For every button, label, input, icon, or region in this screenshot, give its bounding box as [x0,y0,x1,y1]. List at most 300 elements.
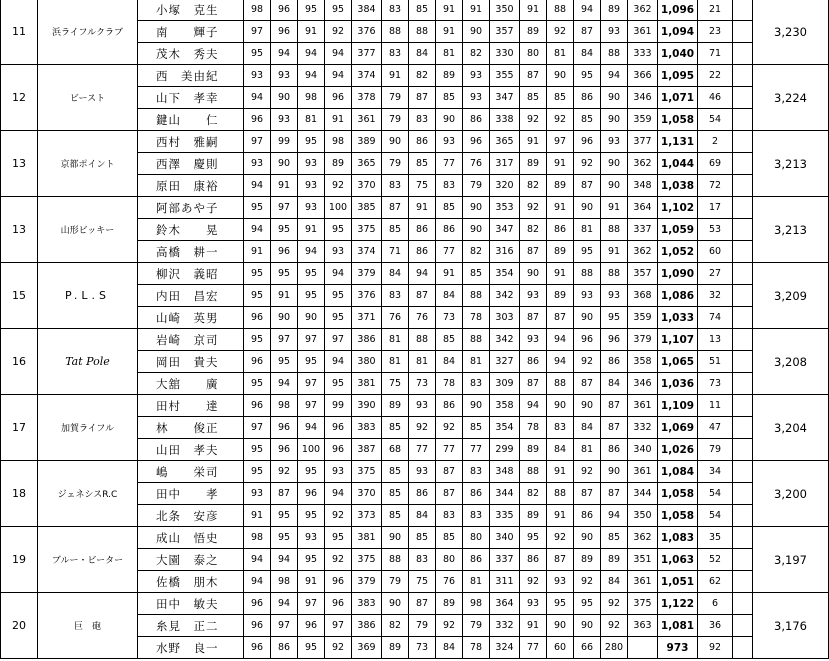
team-name: 京都ポイント [38,131,138,197]
score-cell: 92 [520,109,547,131]
team-total: 3,213 [753,131,829,197]
shooter-name: 南 輝子 [138,21,244,43]
score-cell: 95 [325,0,352,21]
score-cell: 91 [520,131,547,153]
score-cell: 90 [601,175,628,197]
shooter-name: 茂木 秀夫 [138,43,244,65]
score-cell: 89 [547,285,574,307]
score-cell: 88 [601,219,628,241]
score-cell: 96 [244,395,271,417]
score-cell: 92 [574,461,601,483]
score-cell: 380 [352,351,382,373]
score-cell: 88 [547,373,574,395]
score-cell: 379 [352,263,382,285]
score-cell: 94 [271,373,298,395]
score-cell: 91 [298,219,325,241]
spacer-cell [733,87,753,109]
score-cell: 335 [490,505,520,527]
score-cell: 95 [244,461,271,483]
score-cell: 78 [463,307,490,329]
score-cell: 92 [574,571,601,593]
individual-position: 74 [698,307,733,329]
score-cell: 384 [352,0,382,21]
score-cell: 359 [628,307,658,329]
score-cell: 88 [463,329,490,351]
score-cell: 340 [490,527,520,549]
shooter-name: 柳沢 義昭 [138,263,244,285]
individual-total: 973 [658,637,698,659]
score-cell: 85 [601,527,628,549]
score-cell: 348 [490,461,520,483]
score-cell: 92 [574,351,601,373]
score-cell: 317 [490,153,520,175]
score-cell: 95 [601,307,628,329]
score-cell: 94 [298,65,325,87]
results-body [1,0,829,659]
score-cell: 91 [382,65,409,87]
score-cell: 84 [574,43,601,65]
score-cell: 350 [490,0,520,21]
individual-position: 22 [698,65,733,87]
score-cell: 92 [520,571,547,593]
score-cell: 90 [574,615,601,637]
score-cell: 76 [382,307,409,329]
score-cell: 347 [490,219,520,241]
score-cell: 351 [628,549,658,571]
score-cell: 78 [436,373,463,395]
spacer-cell [733,153,753,175]
score-cell: 95 [271,527,298,549]
score-cell: 361 [628,21,658,43]
score-cell: 94 [244,175,271,197]
score-cell: 75 [409,175,436,197]
score-cell: 87 [271,483,298,505]
score-cell: 93 [298,153,325,175]
score-cell: 354 [490,417,520,439]
score-cell: 365 [352,153,382,175]
score-cell: 90 [574,197,601,219]
score-cell: 82 [520,483,547,505]
score-cell: 86 [574,505,601,527]
score-cell [628,637,658,659]
score-cell: 80 [520,43,547,65]
score-cell: 368 [628,285,658,307]
score-cell: 88 [382,21,409,43]
score-cell: 84 [409,505,436,527]
shooter-name: 小塚 克生 [138,0,244,21]
table-row [1,461,829,483]
team-name: ジェネシスR.C [38,461,138,527]
spacer-cell [733,21,753,43]
score-cell: 94 [325,483,352,505]
score-cell: 87 [601,417,628,439]
score-cell: 95 [244,329,271,351]
score-cell: 91 [601,197,628,219]
score-cell: 90 [463,395,490,417]
score-cell: 90 [463,197,490,219]
score-cell: 87 [574,21,601,43]
table-row [1,131,829,153]
score-cell: 346 [628,373,658,395]
shooter-name: 西 美由紀 [138,65,244,87]
score-cell: 97 [298,593,325,615]
score-cell: 86 [463,483,490,505]
score-cell: 98 [463,593,490,615]
score-cell: 93 [601,21,628,43]
score-cell: 94 [325,351,352,373]
individual-total: 1,102 [658,197,698,219]
score-cell: 91 [244,241,271,263]
score-cell: 96 [271,439,298,461]
score-cell: 375 [352,549,382,571]
score-cell: 91 [463,0,490,21]
score-cell: 90 [574,527,601,549]
individual-position: 47 [698,417,733,439]
score-cell: 85 [436,329,463,351]
score-cell: 86 [463,109,490,131]
table-row [1,197,829,219]
spacer-cell [733,395,753,417]
score-cell: 96 [325,593,352,615]
score-cell: 86 [574,87,601,109]
score-cell: 383 [352,593,382,615]
score-cell: 87 [574,175,601,197]
team-rank: 13 [1,131,38,197]
individual-position: 73 [698,373,733,395]
individual-total: 1,086 [658,285,698,307]
score-cell: 89 [382,395,409,417]
spacer-cell [733,219,753,241]
score-cell: 324 [490,637,520,659]
score-cell: 81 [574,219,601,241]
score-cell: 95 [574,65,601,87]
table-row [1,527,829,549]
score-cell: 87 [409,593,436,615]
score-cell: 94 [325,65,352,87]
score-cell: 90 [436,109,463,131]
score-cell: 90 [601,153,628,175]
score-cell: 81 [436,43,463,65]
score-cell: 316 [490,241,520,263]
shooter-name: 水野 良一 [138,637,244,659]
score-cell: 86 [409,483,436,505]
score-cell: 98 [298,87,325,109]
individual-position: 17 [698,197,733,219]
score-cell: 375 [628,593,658,615]
shooter-name: 鈴木 晃 [138,219,244,241]
team-rank: 18 [1,461,38,527]
score-cell: 96 [325,87,352,109]
score-cell: 88 [601,43,628,65]
score-cell: 90 [547,395,574,417]
score-cell: 76 [409,307,436,329]
score-cell: 90 [382,131,409,153]
score-cell: 374 [352,65,382,87]
score-cell: 94 [574,0,601,21]
score-cell: 357 [490,21,520,43]
score-cell: 71 [382,241,409,263]
score-cell: 76 [436,571,463,593]
score-cell: 90 [574,307,601,329]
score-cell: 79 [382,87,409,109]
shooter-name: 大園 泰之 [138,549,244,571]
shooter-name: 糸見 正二 [138,615,244,637]
score-cell: 87 [520,373,547,395]
score-cell: 94 [271,549,298,571]
score-cell: 91 [325,109,352,131]
score-cell: 96 [244,351,271,373]
individual-position: 79 [698,439,733,461]
score-cell: 90 [601,461,628,483]
score-cell: 390 [352,395,382,417]
individual-total: 1,033 [658,307,698,329]
score-cell: 96 [244,637,271,659]
score-cell: 79 [409,615,436,637]
score-cell: 93 [463,87,490,109]
team-rank: 20 [1,593,38,659]
score-cell: 350 [628,505,658,527]
individual-total: 1,069 [658,417,698,439]
individual-total: 1,131 [658,131,698,153]
individual-total: 1,090 [658,263,698,285]
score-cell: 330 [490,43,520,65]
score-cell: 93 [271,109,298,131]
team-total: 3,176 [753,593,829,659]
score-cell: 85 [547,87,574,109]
score-cell: 92 [436,417,463,439]
score-cell: 381 [352,373,382,395]
score-cell: 96 [244,615,271,637]
score-cell: 93 [244,153,271,175]
individual-total: 1,058 [658,483,698,505]
score-cell: 98 [271,395,298,417]
individual-total: 1,040 [658,43,698,65]
score-cell: 94 [298,43,325,65]
individual-total: 1,122 [658,593,698,615]
score-cell: 344 [628,483,658,505]
score-cell: 91 [436,0,463,21]
score-cell: 82 [409,65,436,87]
score-cell: 375 [352,219,382,241]
spacer-cell [733,417,753,439]
score-cell: 73 [436,307,463,329]
score-cell: 96 [244,109,271,131]
score-cell: 87 [436,461,463,483]
spacer-cell [733,65,753,87]
score-cell: 81 [382,329,409,351]
spacer-cell [733,351,753,373]
score-cell: 355 [490,65,520,87]
score-cell: 91 [547,263,574,285]
score-cell: 88 [520,461,547,483]
score-cell: 88 [601,263,628,285]
score-cell: 87 [574,373,601,395]
spacer-cell [733,329,753,351]
spacer-cell [733,263,753,285]
score-cell: 358 [490,395,520,417]
score-cell: 97 [298,373,325,395]
score-cell: 362 [628,241,658,263]
score-cell: 376 [352,21,382,43]
score-cell: 85 [436,527,463,549]
score-cell: 90 [463,219,490,241]
score-cell: 93 [325,461,352,483]
score-cell: 309 [490,373,520,395]
score-cell: 92 [520,197,547,219]
score-cell: 77 [409,439,436,461]
score-cell: 353 [490,197,520,219]
score-cell: 97 [325,329,352,351]
spacer-cell [733,307,753,329]
score-cell: 381 [352,527,382,549]
score-cell: 86 [409,219,436,241]
score-cell: 387 [352,439,382,461]
individual-position: 34 [698,461,733,483]
score-cell: 299 [490,439,520,461]
score-cell: 92 [325,175,352,197]
score-cell: 91 [271,175,298,197]
score-cell: 332 [490,615,520,637]
score-cell: 91 [298,571,325,593]
score-cell: 81 [463,351,490,373]
score-cell: 85 [409,527,436,549]
score-cell: 91 [409,197,436,219]
score-cell: 96 [271,241,298,263]
score-cell: 91 [271,285,298,307]
score-cell: 96 [574,329,601,351]
individual-total: 1,065 [658,351,698,373]
score-cell: 86 [520,351,547,373]
score-cell: 90 [547,65,574,87]
team-rank: 12 [1,65,38,131]
score-cell: 371 [352,307,382,329]
score-cell: 83 [463,461,490,483]
score-cell: 385 [352,197,382,219]
score-cell: 93 [574,285,601,307]
team-rank: 13 [1,197,38,263]
team-name: 加賀ライフル [38,395,138,461]
score-cell: 81 [574,439,601,461]
score-cell: 95 [298,263,325,285]
score-cell: 89 [436,65,463,87]
score-cell: 93 [409,395,436,417]
score-cell: 93 [520,593,547,615]
spacer-cell [733,593,753,615]
score-cell: 77 [463,439,490,461]
score-cell: 93 [463,65,490,87]
score-cell: 97 [547,131,574,153]
score-cell: 83 [436,175,463,197]
score-cell: 87 [601,395,628,417]
score-cell: 100 [325,197,352,219]
score-cell: 93 [520,329,547,351]
score-cell: 89 [547,175,574,197]
score-cell: 90 [601,87,628,109]
score-cell: 93 [520,285,547,307]
score-cell: 85 [409,153,436,175]
individual-position: 36 [698,615,733,637]
score-cell: 85 [520,87,547,109]
score-cell: 92 [601,615,628,637]
table-row [1,263,829,285]
score-cell: 84 [382,263,409,285]
team-name: 山形ビッキー [38,197,138,263]
score-cell: 90 [298,307,325,329]
score-cell: 81 [547,43,574,65]
score-cell: 94 [547,351,574,373]
score-cell: 96 [325,417,352,439]
score-cell: 88 [409,21,436,43]
score-cell: 95 [271,505,298,527]
score-cell: 386 [352,329,382,351]
team-total: 3,230 [753,0,829,65]
spacer-cell [733,483,753,505]
score-cell: 92 [547,109,574,131]
score-cell: 346 [628,87,658,109]
score-cell: 344 [490,483,520,505]
score-cell: 92 [325,637,352,659]
team-rank: 16 [1,329,38,395]
team-total: 3,213 [753,197,829,263]
score-cell: 348 [628,175,658,197]
shooter-name: 岩崎 京司 [138,329,244,351]
shooter-name: 鍵山 仁 [138,109,244,131]
individual-position: 51 [698,351,733,373]
score-cell: 90 [463,21,490,43]
score-cell: 95 [298,285,325,307]
score-cell: 94 [271,593,298,615]
score-cell: 383 [352,417,382,439]
score-cell: 91 [547,461,574,483]
score-cell: 93 [298,197,325,219]
score-cell: 87 [601,483,628,505]
score-cell: 320 [490,175,520,197]
score-cell: 91 [547,153,574,175]
spacer-cell [733,43,753,65]
individual-position: 2 [698,131,733,153]
score-cell: 96 [574,131,601,153]
shooter-name: 西村 雅嗣 [138,131,244,153]
individual-total: 1,083 [658,527,698,549]
score-cell: 337 [628,219,658,241]
score-cell: 60 [547,637,574,659]
score-cell: 389 [352,131,382,153]
score-cell: 77 [436,439,463,461]
spacer-cell [733,285,753,307]
score-cell: 85 [436,87,463,109]
score-cell: 77 [436,153,463,175]
team-name: ビースト [38,65,138,131]
score-cell: 87 [520,307,547,329]
individual-total: 1,071 [658,87,698,109]
score-cell: 90 [574,395,601,417]
spacer-cell [733,175,753,197]
score-cell: 91 [520,0,547,21]
score-cell: 90 [271,307,298,329]
shooter-name: 阿部あや子 [138,197,244,219]
score-cell: 97 [298,395,325,417]
score-cell: 96 [271,417,298,439]
score-cell: 88 [382,549,409,571]
spacer-cell [733,571,753,593]
score-cell: 95 [244,197,271,219]
individual-position: 69 [698,153,733,175]
score-cell: 95 [574,241,601,263]
score-cell: 84 [436,351,463,373]
score-cell: 86 [601,351,628,373]
score-cell: 92 [547,527,574,549]
individual-position: 13 [698,329,733,351]
